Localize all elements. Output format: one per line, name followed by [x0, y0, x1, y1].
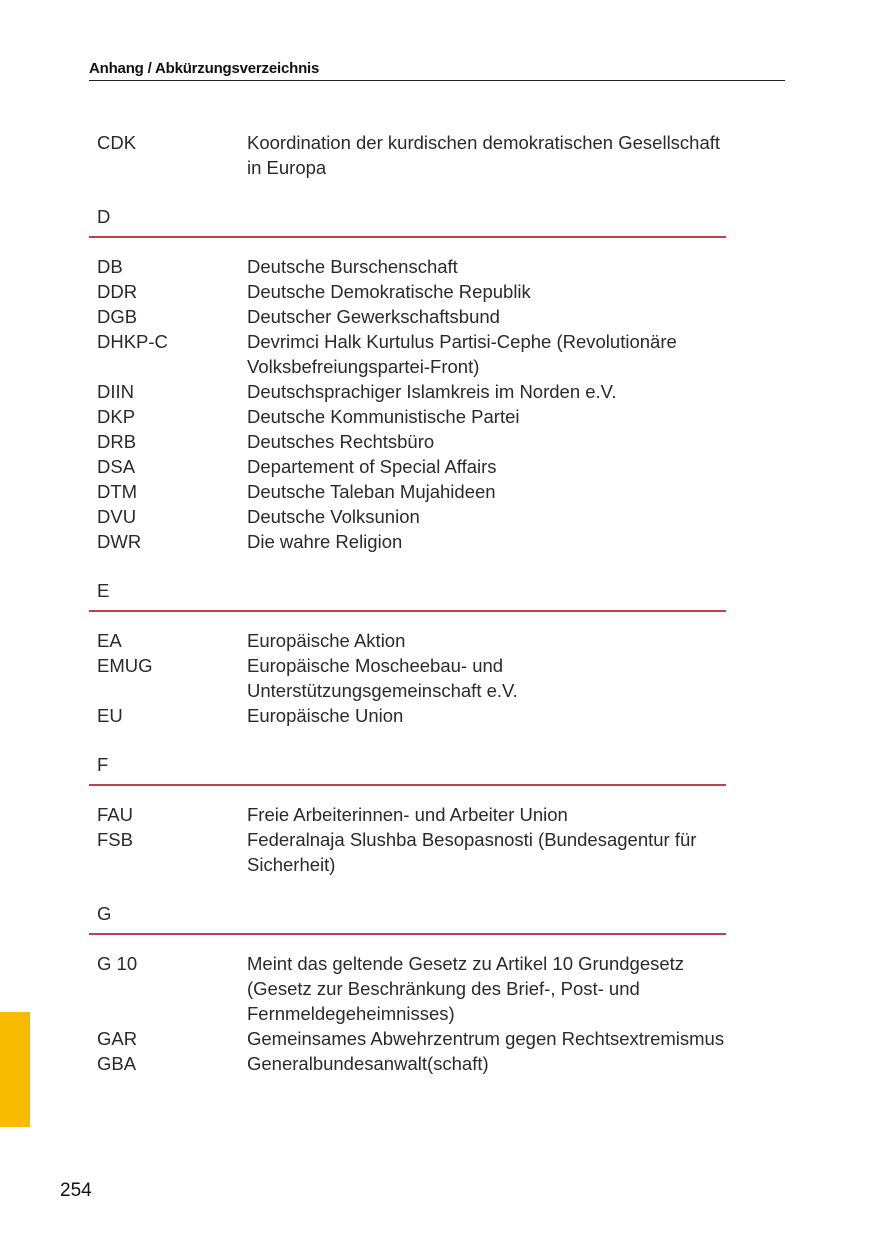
glossary-entry: [97, 653, 727, 703]
entry-definition: Europäische Moscheebau- und Unterstützungsgemeinschaft e.V.: [247, 655, 518, 701]
glossary-entry: [97, 479, 727, 504]
glossary-entry: [97, 504, 727, 529]
glossary-entry: [97, 254, 727, 279]
glossary-entry: [97, 404, 727, 429]
section-divider: [89, 610, 726, 612]
letter-section: [97, 752, 727, 877]
entry-abbreviation: DDR: [97, 281, 138, 302]
letter-section: [97, 204, 727, 554]
glossary-entry: [97, 304, 727, 329]
glossary-entry: [97, 279, 727, 304]
entry-definition: Deutschsprachiger Islamkreis im Norden e.V.: [247, 381, 617, 402]
entry-abbreviation: CDK: [97, 132, 137, 153]
entry-abbreviation: DKP: [97, 406, 136, 427]
entry-definition: Die wahre Religion: [247, 531, 403, 552]
entry-definition: Deutsche Volksunion: [247, 506, 420, 527]
entry-definition: Europäische Union: [247, 705, 404, 726]
entry-definition: Generalbundesanwalt(schaft): [247, 1053, 489, 1074]
chapter-tab: [0, 1012, 30, 1127]
section-letter: G: [97, 903, 112, 924]
glossary-entry: [97, 703, 727, 728]
glossary-entry: [97, 529, 727, 554]
section-letter: D: [97, 206, 111, 227]
entry-definition: Deutsche Taleban Mujahideen: [247, 481, 496, 502]
entry-abbreviation: DWR: [97, 531, 142, 552]
section-divider: [89, 933, 726, 935]
entry-definition: Gemeinsames Abwehrzentrum gegen Rechtsextremismus: [247, 1028, 725, 1049]
entry-definition: Freie Arbeiterinnen- und Arbeiter Union: [247, 804, 568, 825]
page-header: Anhang / Abkürzungsverzeichnis: [89, 60, 785, 81]
entry-definition: Europäische Aktion: [247, 630, 406, 651]
section-divider: [89, 236, 726, 238]
entry-abbreviation: DRB: [97, 431, 137, 452]
entry-abbreviation: DVU: [97, 506, 137, 527]
entry-abbreviation: DGB: [97, 306, 138, 327]
section-divider: [89, 784, 726, 786]
glossary-entry: [97, 454, 727, 479]
entry-definition: Devrimci Halk Kurtulus Partisi-Cephe (Revolutionäre Volksbefreiungspartei-Front): [247, 331, 677, 377]
glossary-entry: [97, 130, 727, 180]
entry-abbreviation: DIIN: [97, 381, 134, 402]
entry-abbreviation: EMUG: [97, 655, 153, 676]
entry-abbreviation: FSB: [97, 829, 133, 850]
letter-section: [97, 901, 727, 1076]
glossary-sections: [97, 204, 727, 1076]
entry-definition: Deutsche Burschenschaft: [247, 256, 458, 277]
glossary-entry: [97, 628, 727, 653]
entry-abbreviation: GAR: [97, 1028, 138, 1049]
intro-entries: [97, 130, 727, 180]
glossary-entry: [97, 1026, 727, 1051]
entry-definition: Deutsches Rechtsbüro: [247, 431, 435, 452]
glossary-entry: [97, 827, 727, 877]
glossary: [97, 130, 727, 1076]
glossary-entry: [97, 802, 727, 827]
entry-abbreviation: DHKP-C: [97, 331, 168, 352]
glossary-entry: [97, 329, 727, 379]
page-number: 254: [60, 1180, 92, 1201]
section-letter: E: [97, 580, 110, 601]
entry-abbreviation: G 10: [97, 953, 138, 974]
entry-definition: Federalnaja Slushba Besopasnosti (Bundesagentur für Sicherheit): [247, 829, 697, 875]
glossary-entry: [97, 1051, 727, 1076]
entry-abbreviation: GBA: [97, 1053, 137, 1074]
entry-definition: Deutsche Kommunistische Partei: [247, 406, 520, 427]
glossary-entry: [97, 429, 727, 454]
entry-abbreviation: DSA: [97, 456, 136, 477]
letter-section: [97, 578, 727, 728]
glossary-entry: [97, 379, 727, 404]
entry-abbreviation: DB: [97, 256, 123, 277]
entry-abbreviation: EU: [97, 705, 123, 726]
section-letter: F: [97, 754, 109, 775]
entry-definition: Deutsche Demokratische Republik: [247, 281, 531, 302]
glossary-entry: [97, 951, 727, 1026]
entry-definition: Meint das geltende Gesetz zu Artikel 10 Grundgesetz (Gesetz zur Beschränkung des Brief-, Post- und Fernmeldegeheimnisses): [247, 953, 685, 1024]
entry-definition: Deutscher Gewerkschaftsbund: [247, 306, 500, 327]
entry-definition: Koordination der kurdischen demokratischen Gesellschaft in Europa: [247, 132, 721, 178]
entry-definition: Departement of Special Affairs: [247, 456, 497, 477]
entry-abbreviation: FAU: [97, 804, 133, 825]
entry-abbreviation: EA: [97, 630, 122, 651]
entry-abbreviation: DTM: [97, 481, 138, 502]
